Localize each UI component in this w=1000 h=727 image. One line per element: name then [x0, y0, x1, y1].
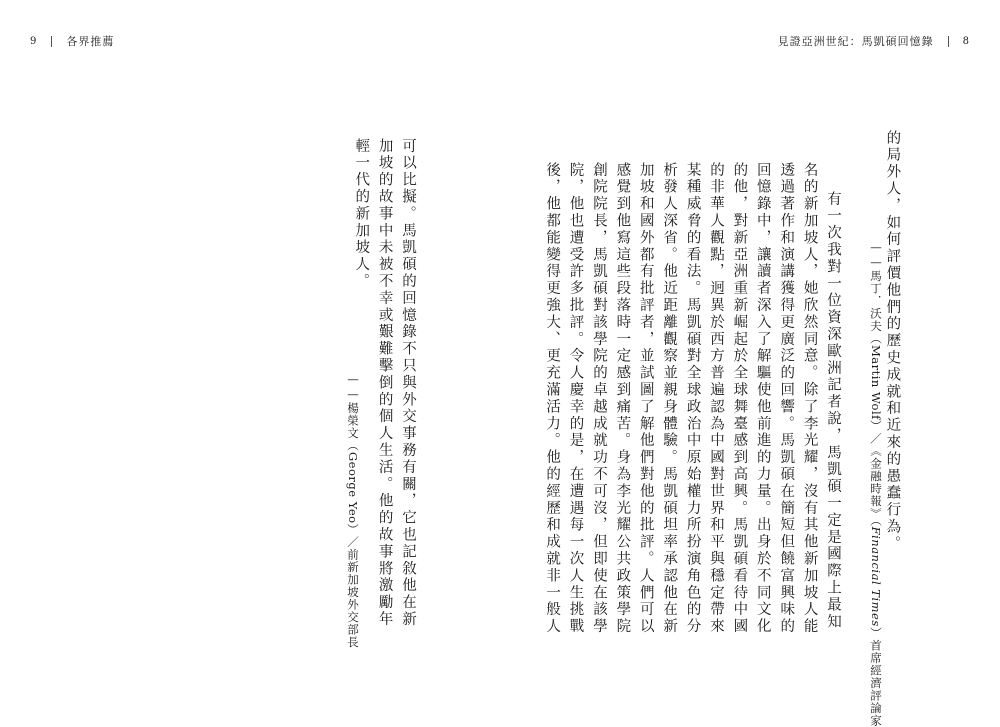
attribution-name: 楊榮文（: [346, 402, 360, 452]
attribution-dash: ——: [869, 240, 883, 270]
attribution-role: ）／前新加坡外交部長: [346, 523, 360, 649]
endorsement-attribution: [868, 240, 884, 727]
attribution-latin-name: George Yeo: [346, 452, 360, 524]
attribution-role: ）首席經濟評論家: [869, 626, 883, 727]
section-title: 各界推薦: [66, 35, 115, 48]
page-number-right: 8: [962, 35, 970, 47]
endorsement-quote-tail: 的局外人，如何評價他們的歷史成就和近來的愚蠢行為。: [884, 130, 901, 553]
attribution-dash: ——: [346, 372, 360, 402]
header-divider: [948, 36, 949, 47]
running-header-left: [30, 33, 114, 49]
attribution-name: 馬丁．沃夫（: [869, 270, 883, 345]
attribution-mid: ）／《金融時報》（: [869, 419, 883, 527]
attribution-latin-name: Martin Wolf: [869, 345, 883, 420]
attribution-publication: Financial Times: [869, 526, 883, 627]
endorsement-attribution: [345, 372, 361, 649]
book-title: 見證亞洲世紀：馬凱碩回憶錄: [777, 35, 934, 48]
running-header-right: [778, 33, 970, 49]
endorsement-quote: 有一次我對一位資深歐洲記者說，馬凱碩一定是國際上最知名的新加坡人，她欣然同意。除了李光耀，沒有其他新加坡人能透過著作和演講獲得更廣泛的回響。馬凱碩在簡短但饒富興味的回憶錄中，讓讀者深入了解驅使他前進的力量。出身於不同文化的他，對新亞洲重新崛起於全球舞臺感到高興。馬凱碩看待中國的非華人觀點，迥異於西方普遍認為中國對世界和平與穩定帶來某種威脅的看法。馬凱碩對全球政治中原始權力所扮演角色的分析發人深省。他近距離觀察並親身體驗。馬凱碩坦率承認他在新加坡和國外都有批評者，並試圖了解他們對他的批評。人們可以感覺到他寫這些段落時一定感到痛苦。身為李光耀公共政策學院創院院長，馬凱碩對該學院的卓越成就功不可沒，但即使在該學院，他也遭受許多批評。令人慶幸的是，在遭遇每一次人生挑戰後，他都能變得更強大、更充滿活力。他的經歷和成就非一般人: [544, 162, 841, 636]
endorsement-quote-continued: 可以比擬。馬凱碩的回憶錄不只與外交事務有關，它也記敘他在新加坡的故事中未被不幸或艱難擊倒的個人生活。他的故事將激勵年輕一代的新加坡人。: [353, 138, 416, 629]
page-number-left: 9: [30, 35, 38, 47]
header-divider: [51, 36, 52, 47]
